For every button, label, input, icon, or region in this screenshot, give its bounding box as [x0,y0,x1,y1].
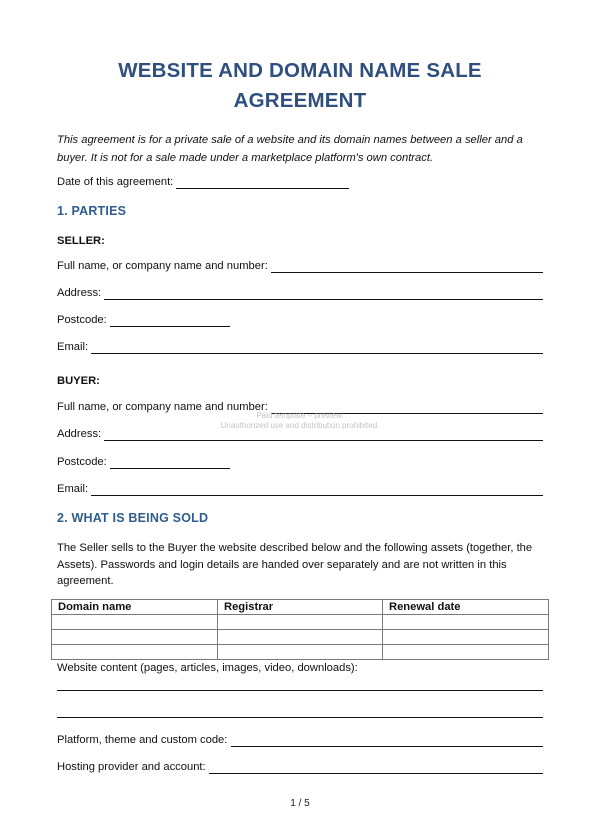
website-content-line-1[interactable] [57,690,543,691]
table-cell[interactable] [383,630,549,645]
seller-email-field[interactable] [91,342,543,354]
table-cell[interactable] [383,645,549,660]
buyer-email-label: Email: [57,483,92,495]
seller-postcode-row [57,314,230,327]
intro-text: This agreement is for a private sale of a website and its domain names between a seller and a buyer. It is not for a sale made under a marketplace platform's own contract. [57,134,523,164]
buyer-address-label: Address: [57,428,105,440]
buyer-postcode-field[interactable] [110,457,230,469]
table-cell[interactable] [383,615,549,630]
sold-paragraph: The Seller sells to the Buyer the website described below and the following assets (together, the Assets). Passwords and login details are handed over separately and are not written in this agreement. [57,542,533,587]
seller-email-label: Email: [57,341,92,353]
website-content-line-2[interactable] [57,717,543,718]
platform-row [57,734,543,747]
seller-name-field[interactable] [271,261,543,273]
buyer-heading: BUYER: [57,375,100,387]
title-line-1: WEBSITE AND DOMAIN NAME SALE [118,59,482,82]
buyer-name-label: Full name, or company name and number: [57,401,271,413]
seller-address-field[interactable] [104,288,543,300]
hosting-label: Hosting provider and account: [57,761,209,773]
table-cell[interactable] [218,645,383,660]
header-registrar: Registrar [218,600,383,615]
platform-field[interactable] [231,735,544,747]
table-header-row [52,600,549,615]
seller-email-row [57,341,543,354]
table-cell[interactable] [52,630,218,645]
seller-name-row [57,260,543,273]
buyer-postcode-label: Postcode: [57,456,110,468]
hosting-field[interactable] [209,762,543,774]
seller-address-row [57,287,543,300]
header-renewal-date: Renewal date [383,600,549,615]
buyer-email-field[interactable] [91,484,543,496]
table-row [52,645,549,660]
watermark-line-2: Unauthorized use and distribution prohibited. [220,421,380,430]
section-sold-heading: 2. WHAT IS BEING SOLD [57,511,209,525]
date-field[interactable] [176,177,349,189]
table-row [52,630,549,645]
seller-postcode-label: Postcode: [57,314,110,326]
title-line-2: AGREEMENT [233,89,367,112]
buyer-postcode-row [57,456,230,469]
hosting-row [57,761,543,774]
table-cell[interactable] [52,615,218,630]
date-label: Date of this agreement: [57,176,177,188]
date-row [57,176,349,189]
header-domain-name: Domain name [52,600,218,615]
section-parties-heading: 1. PARTIES [57,204,127,218]
buyer-email-row [57,483,543,496]
website-content-label: Website content (pages, articles, images, video, downloads): [57,662,358,674]
table-cell[interactable] [218,630,383,645]
table-cell[interactable] [218,615,383,630]
watermark-line-1: Paid template – preview. [256,411,344,420]
preview-watermark [0,411,600,431]
seller-address-label: Address: [57,287,105,299]
page-indicator: 1 / 5 [290,798,310,809]
document-title [60,56,540,116]
table-row [52,615,549,630]
seller-heading: SELLER: [57,235,105,247]
table-cell[interactable] [52,645,218,660]
assets-table [51,599,549,660]
platform-label: Platform, theme and custom code: [57,734,231,746]
seller-name-label: Full name, or company name and number: [57,260,271,272]
seller-postcode-field[interactable] [110,315,230,327]
